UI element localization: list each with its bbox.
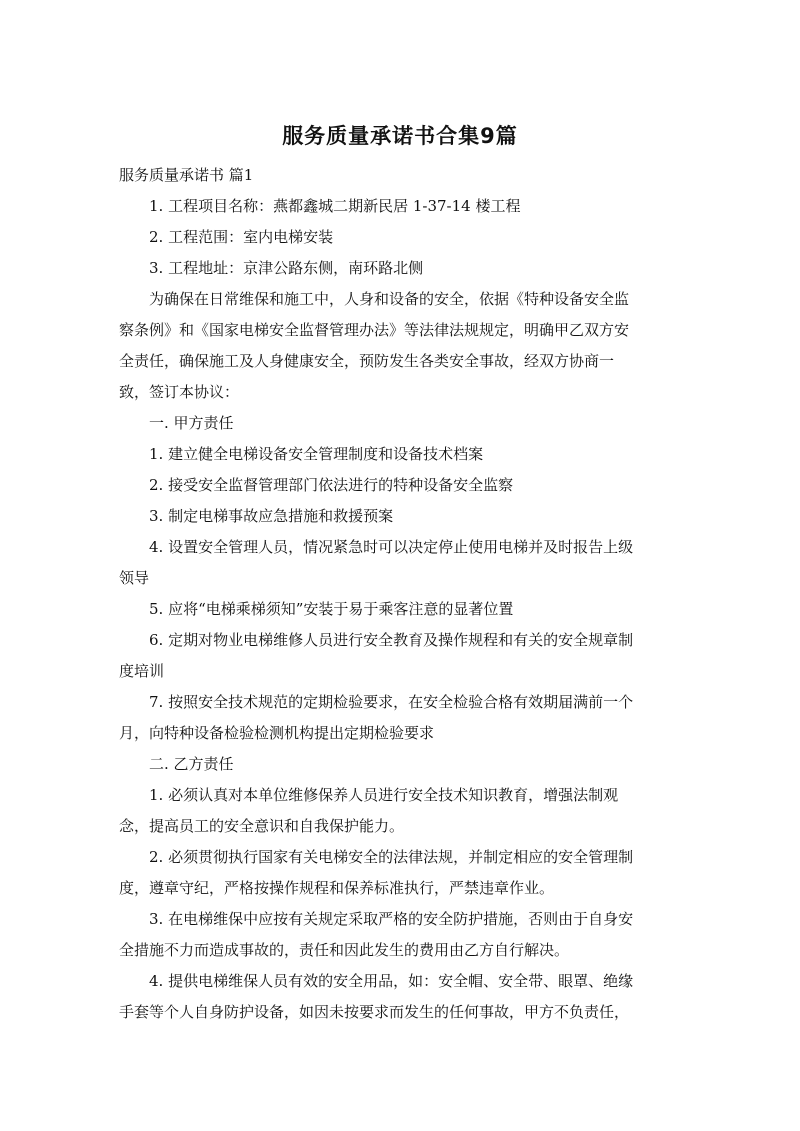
- paragraph-line: 1. 建立健全电梯设备安全管理制度和设备技术档案: [149, 445, 484, 463]
- paragraph-line: 全措施不力而造成事故的，责任和因此发生的费用由乙方自行解决。: [119, 941, 570, 959]
- section-heading: 二. 乙方责任: [149, 755, 234, 773]
- paragraph-line: 5. 应将“电梯乘梯须知”安装于易于乘客注意的显著位置: [149, 600, 514, 618]
- paragraph-line: 手套等个人自身防护设备，如因未按要求而发生的任何事故，甲方不负责任，: [119, 1003, 630, 1021]
- paragraph-line: 4. 设置安全管理人员，情况紧急时可以决定停止使用电梯并及时报告上级: [149, 538, 634, 556]
- paragraph-line: 2. 工程范围：室内电梯安装: [149, 228, 334, 246]
- paragraph-line: 2. 必须贯彻执行国家有关电梯安全的法律法规，并制定相应的安全管理制: [149, 848, 634, 866]
- paragraph-line: 7. 按照安全技术规范的定期检验要求，在安全检验合格有效期届满前一个: [149, 693, 634, 711]
- paragraph-line: 致，签订本协议：: [119, 383, 240, 401]
- paragraph-line: 全责任，确保施工及人身健康安全，预防发生各类安全事故，经双方协商一: [119, 352, 615, 370]
- paragraph-line: 2. 接受安全监督管理部门依法进行的特种设备安全监察: [149, 476, 514, 494]
- paragraph-line: 6. 定期对物业电梯维修人员进行安全教育及操作规程和有关的安全规章制: [149, 631, 634, 649]
- paragraph-line: 3. 制定电梯事故应急措施和救援预案: [149, 507, 394, 525]
- paragraph-line: 1. 工程项目名称：燕都鑫城二期新民居 1-37-14 楼工程: [149, 197, 521, 215]
- document-title: 服务质量承诺书合集9篇: [282, 124, 518, 148]
- paragraph-line: 察条例》和《国家电梯安全监督管理办法》等法律法规规定，明确甲乙双方安: [119, 321, 630, 339]
- paragraph-line: 念，提高员工的安全意识和自我保护能力。: [119, 817, 405, 835]
- paragraph-line: 领导: [119, 569, 150, 587]
- paragraph-line: 月，向特种设备检验检测机构提出定期检验要求: [119, 724, 435, 742]
- paragraph-line: 度，遵章守纪，严格按操作规程和保养标准执行，严禁违章作业。: [119, 879, 555, 897]
- paragraph-line: 1. 必须认真对本单位维修保养人员进行安全技术知识教育，增强法制观: [149, 786, 619, 804]
- paragraph-line: 3. 工程地址：京津公路东侧，南环路北侧: [149, 259, 424, 277]
- paragraph-line: 度培训: [119, 662, 165, 680]
- paragraph-line: 为确保在日常维保和施工中，人身和设备的安全，依据《特种设备安全监: [149, 290, 630, 308]
- document-body: [119, 160, 685, 1028]
- section-heading: 一. 甲方责任: [149, 414, 234, 432]
- section-heading: 服务质量承诺书 篇1: [119, 166, 254, 184]
- paragraph-line: 3. 在电梯维保中应按有关规定采取严格的安全防护措施，否则由于自身安: [149, 910, 634, 928]
- paragraph-line: 4. 提供电梯维保人员有效的安全用品，如：安全帽、安全带、眼罩、绝缘: [149, 972, 634, 990]
